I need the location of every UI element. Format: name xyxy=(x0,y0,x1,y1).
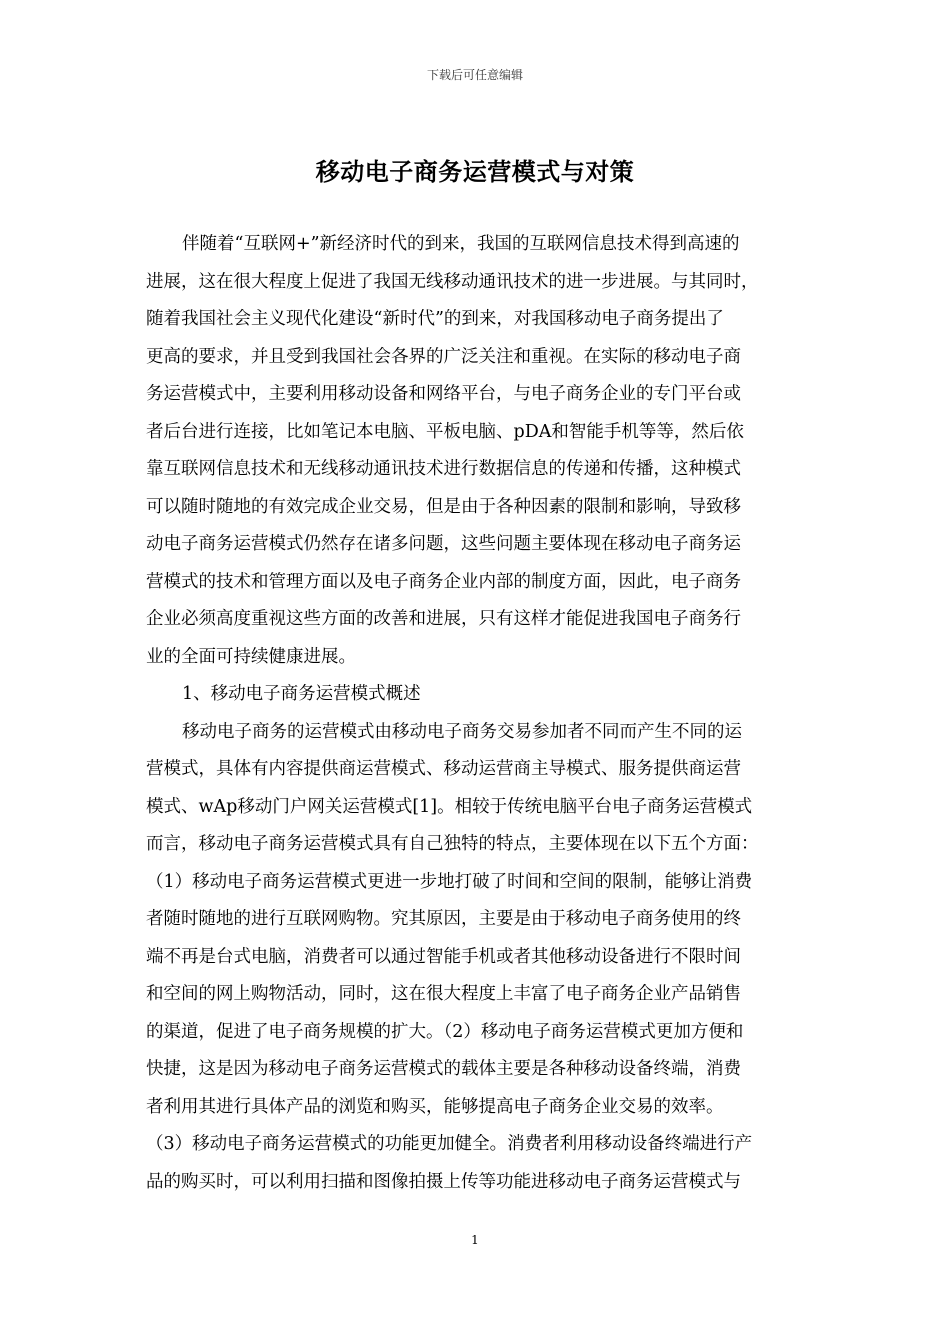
paragraph-line: 可以随时随地的有效完成企业交易，但是由于各种因素的限制和影响，导致移 xyxy=(146,496,741,517)
paragraph-line: 伴随着“互联网+”新经济时代的到来，我国的互联网信息技术得到高速的 xyxy=(182,234,740,254)
paragraph-line: 者利用其进行具体产品的浏览和购买，能够提高电子商务企业交易的效率。 xyxy=(146,1096,724,1117)
section-heading: 1、移动电子商务运营模式概述 xyxy=(182,684,421,704)
document-body xyxy=(146,226,806,1201)
paragraph-line: 营模式，具体有内容提供商运营模式、移动运营商主导模式、服务提供商运营 xyxy=(146,759,741,779)
paragraph-line: 的渠道，促进了电子商务规模的扩大。（2）移动电子商务运营模式更加方便和 xyxy=(146,1021,744,1042)
paragraph-line: （3）移动电子商务运营模式的功能更加健全。消费者利用移动设备终端进行产 xyxy=(146,1134,753,1154)
paragraph-line: 靠互联网信息技术和无线移动通讯技术进行数据信息的传递和传播，这种模式 xyxy=(146,459,741,479)
document-title: 移动电子商务运营模式与对策 xyxy=(315,158,635,186)
paragraph-line: （1）移动电子商务运营模式更进一步地打破了时间和空间的限制，能够让消费 xyxy=(146,871,753,892)
page-number: 1 xyxy=(471,1233,479,1247)
paragraph-line: 而言，移动电子商务运营模式具有自己独特的特点，主要体现在以下五个方面： xyxy=(146,834,759,854)
paragraph-line: 营模式的技术和管理方面以及电子商务企业内部的制度方面，因此，电子商务 xyxy=(146,571,741,592)
paragraph-line: 务运营模式中，主要利用移动设备和网络平台，与电子商务企业的专门平台或 xyxy=(146,384,741,404)
paragraph-line: 者随时随地的进行互联网购物。究其原因，主要是由于移动电子商务使用的终 xyxy=(146,909,741,929)
paragraph-line: 业的全面可持续健康进展。 xyxy=(146,646,356,667)
paragraph-line: 动电子商务运营模式仍然存在诸多问题，这些问题主要体现在移动电子商务运 xyxy=(146,534,741,554)
paragraph-line: 企业必须高度重视这些方面的改善和进展，只有这样才能促进我国电子商务行 xyxy=(146,609,741,629)
paragraph-line: 者后台进行连接，比如笔记本电脑、平板电脑、pDA和智能手机等等，然后依 xyxy=(146,421,744,442)
paragraph-line: 进展，这在很大程度上促进了我国无线移动通讯技术的进一步进展。与其同时， xyxy=(146,271,759,292)
paragraph-line: 移动电子商务的运营模式由移动电子商务交易参加者不同而产生不同的运 xyxy=(182,721,742,742)
paragraph-line: 更高的要求，并且受到我国社会各界的广泛关注和重视。在实际的移动电子商 xyxy=(146,346,741,367)
paragraph-line: 模式、wAp移动门户网关运营模式[1]。相较于传统电脑平台电子商务运营模式 xyxy=(146,796,753,817)
paragraph-line: 端不再是台式电脑，消费者可以通过智能手机或者其他移动设备进行不限时间 xyxy=(146,946,741,967)
paragraph-line: 随着我国社会主义现代化建设“新时代”的到来，对我国移动电子商务提出了 xyxy=(146,309,724,329)
paragraph-line: 快捷，这是因为移动电子商务运营模式的载体主要是各种移动设备终端，消费 xyxy=(146,1059,741,1079)
header-note: 下载后可任意编辑 xyxy=(426,68,523,82)
paragraph-line: 和空间的网上购物活动，同时，这在很大程度上丰富了电子商务企业产品销售 xyxy=(146,984,741,1004)
paragraph-line: 品的购买时，可以利用扫描和图像拍摄上传等功能进移动电子商务运营模式与 xyxy=(146,1171,741,1192)
